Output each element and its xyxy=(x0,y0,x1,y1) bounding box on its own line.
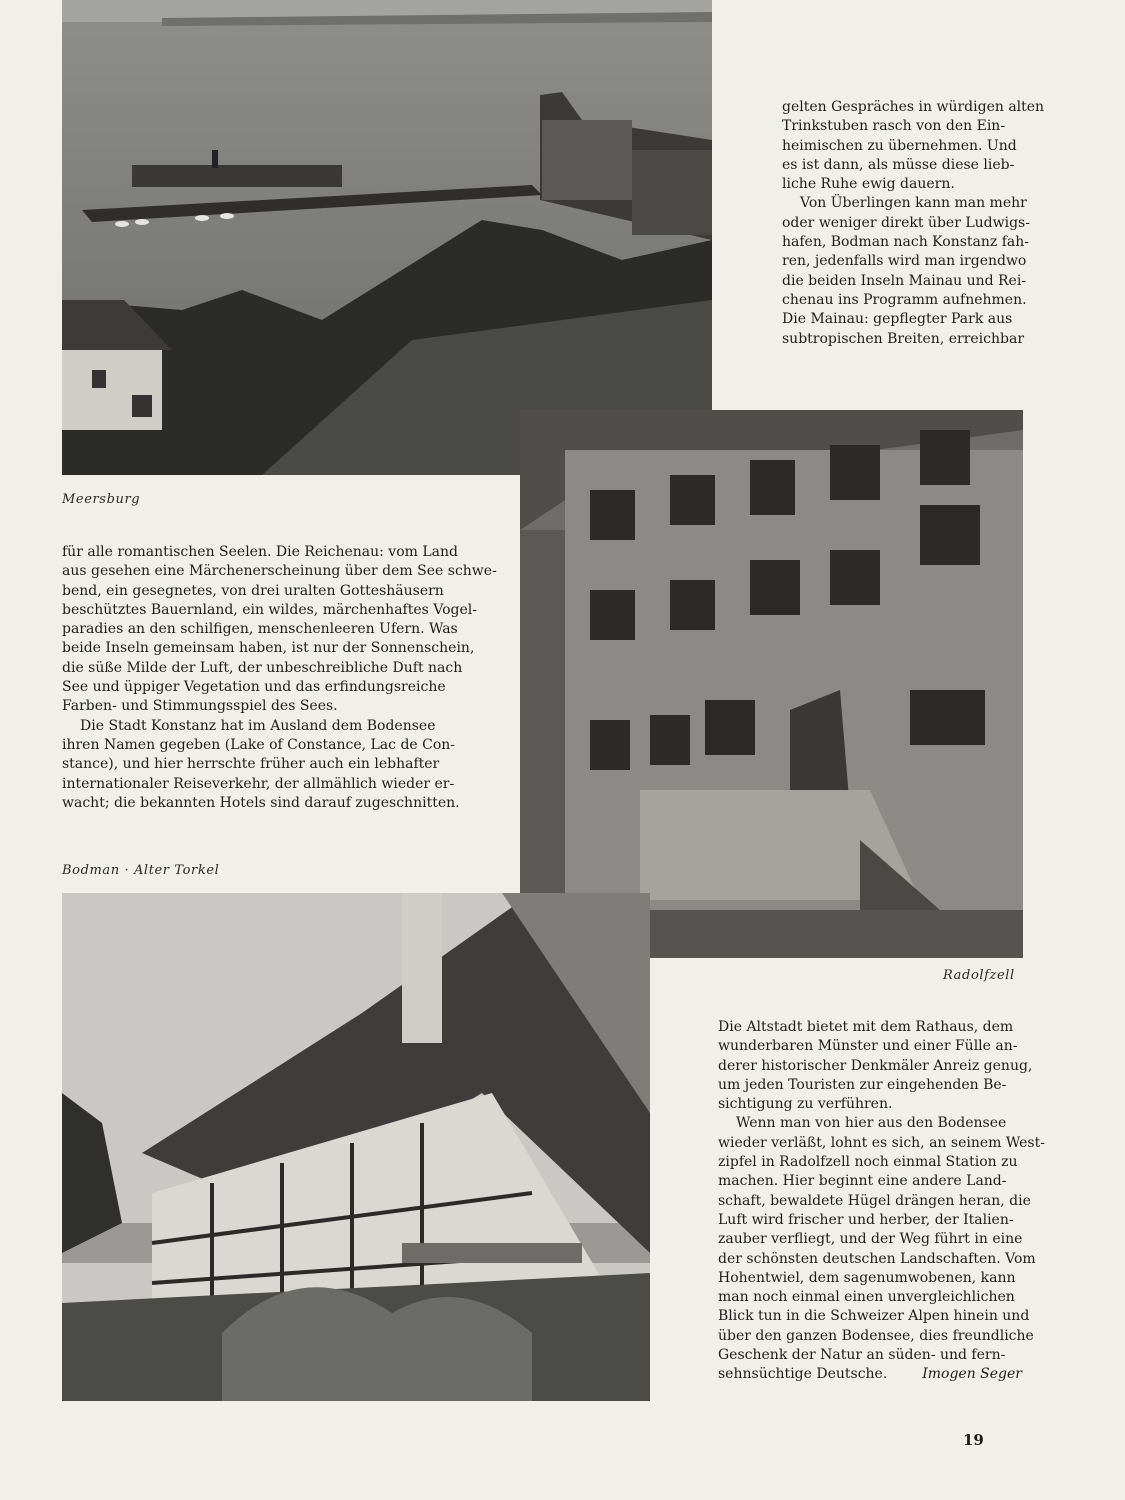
text-line: subtropischen Breiten, erreichbar xyxy=(782,330,1025,347)
text-line: die beiden Inseln Mainau und Rei- xyxy=(782,272,1027,289)
text-line: beide Inseln gemeinsam haben, ist nur der Sonnenschein, xyxy=(62,640,475,657)
text-line: Von Überlingen kann man mehr xyxy=(800,195,1027,212)
text-line: schaft, bewaldete Hügel drängen heran, die xyxy=(718,1192,1031,1209)
radolfzell-building-image xyxy=(520,410,1023,958)
text-line: Wenn man von hier aus den Bodensee xyxy=(736,1115,1007,1132)
text-line: um jeden Touristen zur eingehenden Be- xyxy=(718,1076,1007,1093)
text-line-with-author xyxy=(718,1365,1022,1384)
text-line: Blick tun in die Schweizer Alpen hinein und xyxy=(718,1308,1030,1325)
text-line: für alle romantischen Seelen. Die Reichenau: vom Land xyxy=(62,544,458,560)
text-line: paradies an den schilfigen, menschenleeren Ufern. Was xyxy=(62,621,458,638)
photo-radolfzell xyxy=(520,410,1023,958)
caption-meersburg: Meersburg xyxy=(62,492,141,507)
text-column-middle-left xyxy=(62,543,497,813)
caption-radolfzell: Radolfzell xyxy=(943,968,1015,983)
text-line: Trinkstuben rasch von den Ein- xyxy=(782,118,1006,135)
text-line: Farben- und Stimmungsspiel des Sees. xyxy=(62,698,338,715)
text-line: Die Mainau: gepflegter Park aus xyxy=(782,311,1013,328)
text-column-bottom-right xyxy=(718,1018,1045,1385)
text-line: liche Ruhe ewig dauern. xyxy=(782,176,955,193)
text-column-top-right xyxy=(782,98,1045,349)
text-line: chenau ins Programm aufnehmen. xyxy=(782,291,1027,308)
text-line: heimischen zu übernehmen. Und xyxy=(782,137,1017,154)
text-line: gelten Gespräches in würdigen alten xyxy=(782,99,1045,115)
text-line: machen. Hier beginnt eine andere Land- xyxy=(718,1173,1007,1190)
text-line: der schönsten deutschen Landschaften. Vom xyxy=(718,1250,1036,1267)
text-line: internationaler Reiseverkehr, der allmählich wieder er- xyxy=(62,775,455,792)
text-line: Die Altstadt bietet mit dem Rathaus, dem xyxy=(718,1019,1014,1035)
text-line: es ist dann, als müsse diese lieb- xyxy=(782,156,1015,173)
text-line: Hohentwiel, dem sagenumwobenen, kann xyxy=(718,1269,1016,1286)
text-line-final: sehnsüchtige Deutsche. xyxy=(718,1366,888,1383)
text-line: wieder verläßt, lohnt es sich, an seinem West- xyxy=(718,1134,1045,1151)
text-line: ihren Namen gegeben (Lake of Constance, Lac de Con- xyxy=(62,736,456,753)
text-line: hafen, Bodman nach Konstanz fah- xyxy=(782,234,1029,251)
text-line: derer historischer Denkmäler Anreiz genug, xyxy=(718,1057,1033,1074)
page-number: 19 xyxy=(963,1431,984,1449)
text-line: zipfel in Radolfzell noch einmal Station zu xyxy=(718,1154,1018,1171)
caption-bodman: Bodman · Alter Torkel xyxy=(62,863,220,878)
text-line: man noch einmal einen unvergleichlichen xyxy=(718,1289,1015,1306)
photo-bodman xyxy=(62,893,650,1401)
text-line: zauber verfliegt, und der Weg führt in eine xyxy=(718,1231,1023,1248)
author-signature: Imogen Seger xyxy=(922,1366,1022,1383)
text-line: die süße Milde der Luft, der unbeschreibliche Duft nach xyxy=(62,659,463,676)
text-line: stance), und hier herrschte früher auch ein lebhafter xyxy=(62,756,440,773)
text-line: über den ganzen Bodensee, dies freundliche xyxy=(718,1327,1034,1344)
text-line: wacht; die bekannten Hotels sind darauf zugeschnitten. xyxy=(62,794,460,811)
text-line: See und üppiger Vegetation und das erfindungsreiche xyxy=(62,679,446,696)
text-line: sichtigung zu verführen. xyxy=(718,1096,893,1113)
text-line: beschütztes Bauernland, ein wildes, märchenhaftes Vogel- xyxy=(62,601,477,618)
text-line: bend, ein gesegnetes, von drei uralten Gotteshäusern xyxy=(62,582,444,599)
text-line: ren, jedenfalls wird man irgendwo xyxy=(782,253,1027,270)
photo-meersburg xyxy=(62,0,712,475)
text-line: aus gesehen eine Märchenerscheinung über dem See schwe- xyxy=(62,563,497,580)
text-line: Die Stadt Konstanz hat im Ausland dem Bodensee xyxy=(80,717,436,734)
meersburg-harbour-image xyxy=(62,0,712,475)
text-line: Luft wird frischer und herber, der Italien- xyxy=(718,1211,1014,1228)
text-line: wunderbaren Münster und einer Fülle an- xyxy=(718,1038,1018,1055)
text-line: oder weniger direkt über Ludwigs- xyxy=(782,214,1030,231)
text-line: Geschenk der Natur an süden- und fern- xyxy=(718,1347,1006,1364)
bodman-torkel-image xyxy=(62,893,650,1401)
